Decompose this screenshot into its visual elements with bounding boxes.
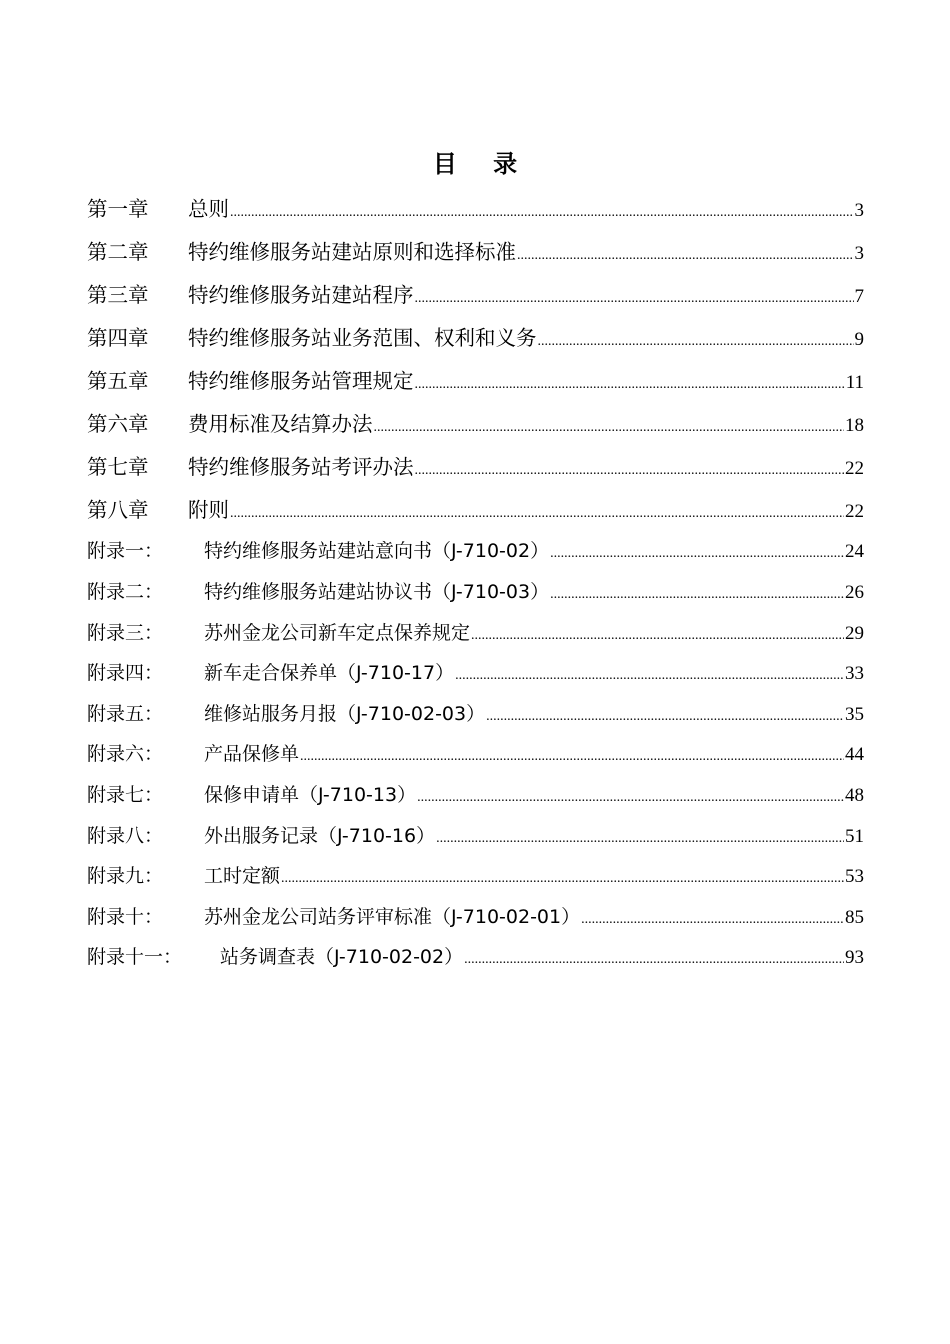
dot-leader xyxy=(455,656,844,696)
entry-page-number: 51 xyxy=(845,826,864,847)
dot-leader xyxy=(464,940,844,980)
entry-page-number: 7 xyxy=(854,286,864,307)
entry-text: 外出服务记录（J-710-16） xyxy=(204,825,436,847)
entry-text: 特约维修服务站建站协议书（J-710-03） xyxy=(204,581,550,603)
dot-leader xyxy=(230,192,854,234)
entry-page-number: 3 xyxy=(854,200,864,221)
entry-label: 第七章 xyxy=(87,455,149,479)
entry-label: 第五章 xyxy=(87,369,149,393)
entry-page-number: 33 xyxy=(845,663,864,684)
toc-entry-chapter-4[interactable] xyxy=(87,317,864,359)
dot-leader xyxy=(415,450,845,492)
toc-entry-appendix-5[interactable] xyxy=(87,694,864,734)
toc-entry-appendix-10[interactable] xyxy=(87,897,864,937)
entry-text: 工时定额 xyxy=(204,865,281,887)
toc-entry-appendix-9[interactable] xyxy=(87,856,864,896)
toc-entry-appendix-8[interactable] xyxy=(87,816,864,856)
entry-label: 附录一： xyxy=(87,540,164,562)
dot-leader xyxy=(436,819,844,859)
toc-entry-chapter-7[interactable] xyxy=(87,446,864,488)
entry-label: 第二章 xyxy=(87,240,149,264)
toc-entry-appendix-1[interactable] xyxy=(87,531,864,571)
entry-text: 维修站服务月报（J-710-02-03） xyxy=(204,703,486,725)
toc-entry-chapter-5[interactable] xyxy=(87,360,864,402)
toc-entry-chapter-3[interactable] xyxy=(87,274,864,316)
toc-entry-appendix-4[interactable] xyxy=(87,653,864,693)
entry-label: 附录四： xyxy=(87,662,164,684)
entry-text: 特约维修服务站业务范围、权利和义务 xyxy=(188,326,537,350)
entry-label: 附录五： xyxy=(87,703,164,725)
entry-label: 附录六： xyxy=(87,743,164,765)
entry-label: 附录七： xyxy=(87,784,164,806)
toc-entry-appendix-6[interactable] xyxy=(87,734,864,774)
entry-text: 新车走合保养单（J-710-17） xyxy=(204,662,455,684)
entry-text: 产品保修单 xyxy=(204,743,300,765)
toc-entry-appendix-2[interactable] xyxy=(87,572,864,612)
entry-label: 第六章 xyxy=(87,412,149,436)
entry-label: 附录二： xyxy=(87,581,164,603)
entry-page-number: 85 xyxy=(845,907,864,928)
toc-entry-appendix-11[interactable] xyxy=(87,937,864,977)
dot-leader xyxy=(415,364,845,406)
entry-text: 附则 xyxy=(188,498,229,522)
entry-page-number: 9 xyxy=(854,329,864,350)
entry-label: 附录八： xyxy=(87,825,164,847)
entry-page-number: 3 xyxy=(854,243,864,264)
dot-leader xyxy=(230,493,844,535)
entry-label: 第四章 xyxy=(87,326,149,350)
entry-label: 附录十： xyxy=(87,906,164,928)
dot-leader xyxy=(517,235,854,277)
entry-page-number: 22 xyxy=(845,458,864,479)
dot-leader xyxy=(550,575,844,615)
entry-label: 第一章 xyxy=(87,197,149,221)
entry-page-number: 26 xyxy=(845,582,864,603)
entry-page-number: 48 xyxy=(845,785,864,806)
entry-label: 附录三： xyxy=(87,622,164,644)
dot-leader xyxy=(281,859,844,899)
entry-page-number: 24 xyxy=(845,541,864,562)
entry-page-number: 11 xyxy=(845,372,864,393)
entry-page-number: 29 xyxy=(845,623,864,644)
entry-text: 总则 xyxy=(188,197,229,221)
dot-leader xyxy=(415,278,854,320)
entry-text: 苏州金龙公司新车定点保养规定 xyxy=(204,622,471,644)
dot-leader xyxy=(417,778,844,818)
dot-leader xyxy=(300,737,844,777)
toc-entry-appendix-7[interactable] xyxy=(87,775,864,815)
entry-label: 第三章 xyxy=(87,283,149,307)
dot-leader xyxy=(550,534,844,574)
entry-text: 站务调查表（J-710-02-02） xyxy=(220,946,464,968)
entry-page-number: 53 xyxy=(845,866,864,887)
entry-text: 特约维修服务站考评办法 xyxy=(188,455,414,479)
entry-label: 附录九： xyxy=(87,865,164,887)
entry-text: 特约维修服务站管理规定 xyxy=(188,369,414,393)
toc-entry-appendix-3[interactable] xyxy=(87,613,864,653)
entry-text: 费用标准及结算办法 xyxy=(188,412,373,436)
entry-page-number: 93 xyxy=(845,947,864,968)
dot-leader xyxy=(486,697,844,737)
toc-entry-chapter-2[interactable] xyxy=(87,231,864,273)
entry-label: 附录十一： xyxy=(87,946,183,968)
entry-text: 苏州金龙公司站务评审标准（J-710-02-01） xyxy=(204,906,581,928)
dot-leader xyxy=(471,616,844,656)
entry-page-number: 22 xyxy=(845,501,864,522)
toc-title: 目 录 xyxy=(432,150,532,178)
entry-text: 保修申请单（J-710-13） xyxy=(204,784,417,806)
entry-page-number: 18 xyxy=(845,415,864,436)
entry-text: 特约维修服务站建站意向书（J-710-02） xyxy=(204,540,550,562)
dot-leader xyxy=(581,900,844,940)
entry-page-number: 44 xyxy=(845,744,864,765)
toc-entry-chapter-1[interactable] xyxy=(87,188,864,230)
dot-leader xyxy=(374,407,845,449)
entry-text: 特约维修服务站建站程序 xyxy=(188,283,414,307)
entry-label: 第八章 xyxy=(87,498,149,522)
dot-leader xyxy=(538,321,854,363)
entry-page-number: 35 xyxy=(845,704,864,725)
entry-text: 特约维修服务站建站原则和选择标准 xyxy=(188,240,516,264)
toc-entry-chapter-8[interactable] xyxy=(87,489,864,531)
toc-entry-chapter-6[interactable] xyxy=(87,403,864,445)
